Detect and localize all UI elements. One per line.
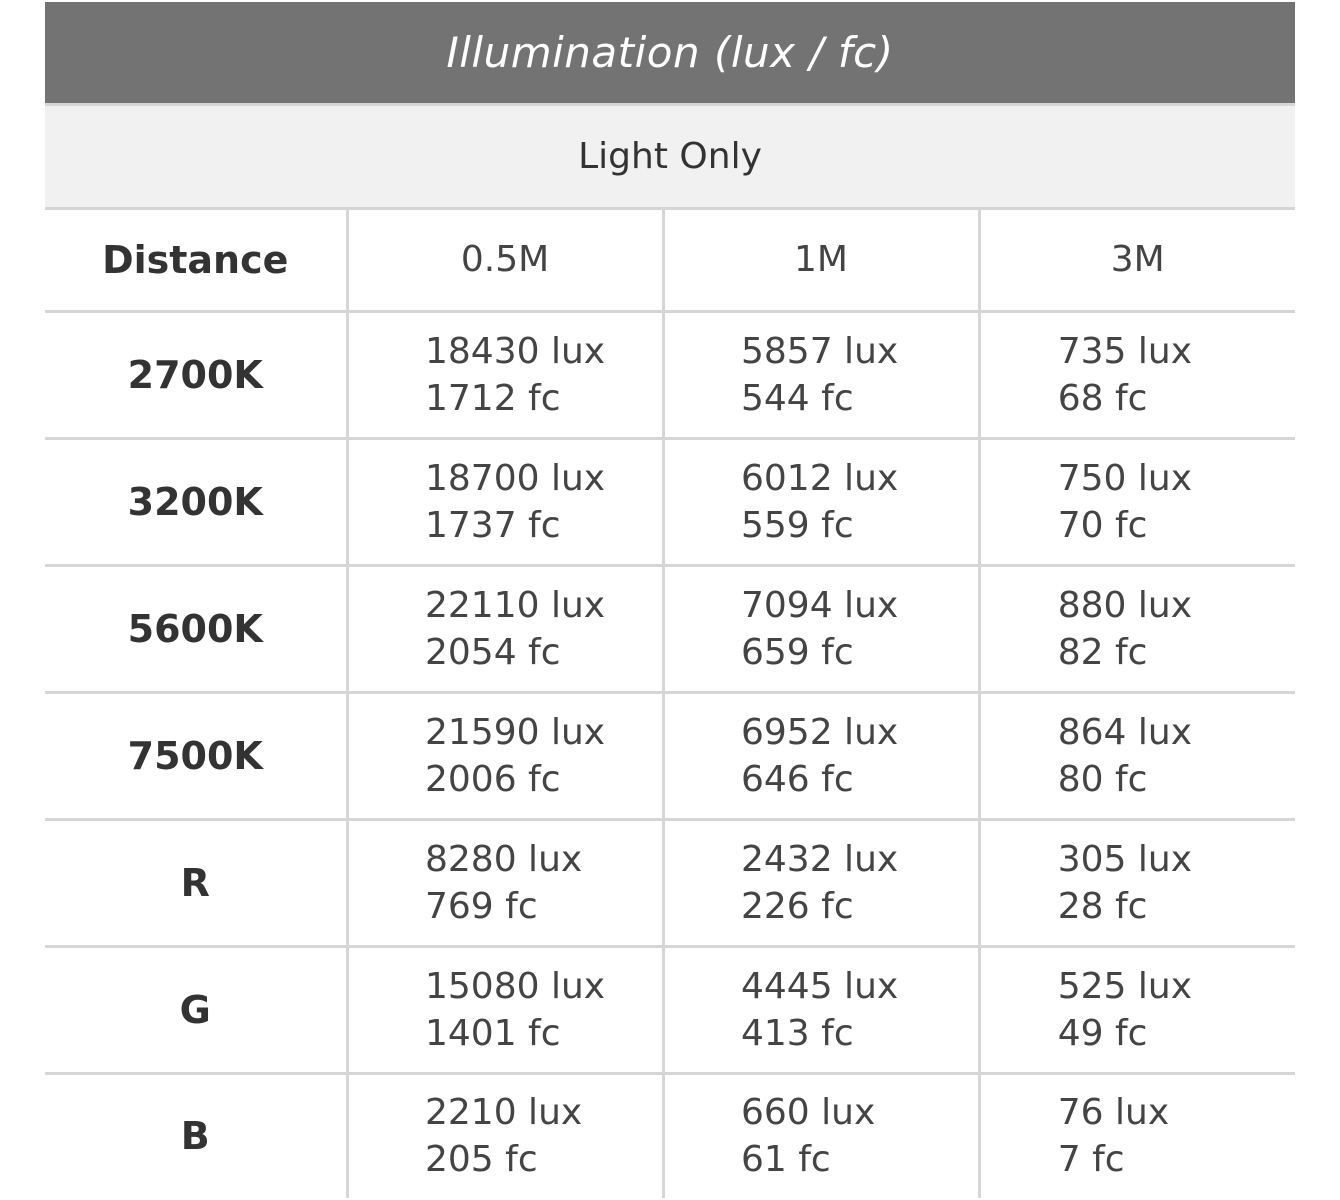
fc-value: 205 fc xyxy=(425,1139,538,1181)
table-row xyxy=(45,946,1295,1073)
fc-value: 544 fc xyxy=(741,377,854,419)
illumination-cell xyxy=(979,692,1295,819)
fc-value: 646 fc xyxy=(741,758,854,800)
illumination-spec-sheet xyxy=(45,2,1295,1198)
table-subtitle: Light Only xyxy=(45,106,1295,210)
row-label: 7500K xyxy=(45,692,347,819)
row-label: R xyxy=(45,819,347,946)
distance-header: Distance xyxy=(45,210,347,311)
illumination-cell xyxy=(979,819,1295,946)
lux-value: 305 lux xyxy=(1057,838,1193,880)
fc-value: 28 fc xyxy=(1057,885,1148,927)
fc-value: 7 fc xyxy=(1057,1139,1125,1181)
lux-value: 2432 lux xyxy=(741,838,899,880)
fc-value: 413 fc xyxy=(741,1012,854,1054)
lux-value: 21590 lux xyxy=(425,711,606,753)
illumination-cell xyxy=(347,692,663,819)
header-row xyxy=(45,210,1295,311)
fc-value: 49 fc xyxy=(1057,1012,1148,1054)
lux-value: 750 lux xyxy=(1057,457,1193,499)
illumination-cell xyxy=(347,819,663,946)
illumination-cell xyxy=(663,311,979,438)
fc-value: 1712 fc xyxy=(425,377,561,419)
illumination-cell xyxy=(347,565,663,692)
row-label: B xyxy=(45,1073,347,1198)
table-row xyxy=(45,1073,1295,1198)
illumination-cell xyxy=(347,1073,663,1198)
lux-value: 660 lux xyxy=(741,1092,876,1134)
fc-value: 82 fc xyxy=(1057,631,1148,673)
illumination-cell xyxy=(663,1073,979,1198)
illumination-cell xyxy=(663,565,979,692)
illumination-table xyxy=(45,210,1295,1198)
lux-value: 525 lux xyxy=(1057,965,1193,1007)
illumination-cell xyxy=(979,311,1295,438)
illumination-cell xyxy=(347,311,663,438)
lux-value: 76 lux xyxy=(1057,1092,1170,1134)
illumination-cell xyxy=(663,692,979,819)
illumination-cell xyxy=(979,565,1295,692)
row-label: G xyxy=(45,946,347,1073)
fc-value: 2006 fc xyxy=(425,758,561,800)
lux-value: 4445 lux xyxy=(741,965,899,1007)
illumination-cell xyxy=(663,438,979,565)
lux-value: 6952 lux xyxy=(741,711,899,753)
column-header-1m: 1M xyxy=(663,210,979,311)
illumination-cell xyxy=(979,438,1295,565)
fc-value: 2054 fc xyxy=(425,631,561,673)
illumination-cell xyxy=(347,438,663,565)
illumination-cell xyxy=(663,819,979,946)
fc-value: 559 fc xyxy=(741,504,854,546)
row-label: 2700K xyxy=(45,311,347,438)
lux-value: 7094 lux xyxy=(741,584,899,626)
column-header-0-5m: 0.5M xyxy=(347,210,663,311)
illumination-cell xyxy=(979,946,1295,1073)
row-label: 3200K xyxy=(45,438,347,565)
lux-value: 2210 lux xyxy=(425,1092,583,1134)
lux-value: 864 lux xyxy=(1057,711,1193,753)
lux-value: 6012 lux xyxy=(741,457,899,499)
column-header-3m: 3M xyxy=(979,210,1295,311)
table-row xyxy=(45,565,1295,692)
fc-value: 659 fc xyxy=(741,631,854,673)
fc-value: 1737 fc xyxy=(425,504,561,546)
table-row xyxy=(45,311,1295,438)
table-row xyxy=(45,438,1295,565)
fc-value: 80 fc xyxy=(1057,758,1148,800)
lux-value: 18430 lux xyxy=(425,330,606,372)
table-row xyxy=(45,692,1295,819)
lux-value: 8280 lux xyxy=(425,838,583,880)
fc-value: 61 fc xyxy=(741,1139,831,1181)
fc-value: 226 fc xyxy=(741,885,854,927)
lux-value: 5857 lux xyxy=(741,330,899,372)
fc-value: 1401 fc xyxy=(425,1012,561,1054)
table-row xyxy=(45,819,1295,946)
fc-value: 68 fc xyxy=(1057,377,1148,419)
fc-value: 70 fc xyxy=(1057,504,1148,546)
illumination-cell xyxy=(347,946,663,1073)
lux-value: 22110 lux xyxy=(425,584,606,626)
lux-value: 18700 lux xyxy=(425,457,606,499)
fc-value: 769 fc xyxy=(425,885,538,927)
row-label: 5600K xyxy=(45,565,347,692)
illumination-cell xyxy=(663,946,979,1073)
table-title: Illumination (lux / fc) xyxy=(45,2,1295,106)
lux-value: 735 lux xyxy=(1057,330,1193,372)
lux-value: 15080 lux xyxy=(425,965,606,1007)
lux-value: 880 lux xyxy=(1057,584,1193,626)
illumination-cell xyxy=(979,1073,1295,1198)
